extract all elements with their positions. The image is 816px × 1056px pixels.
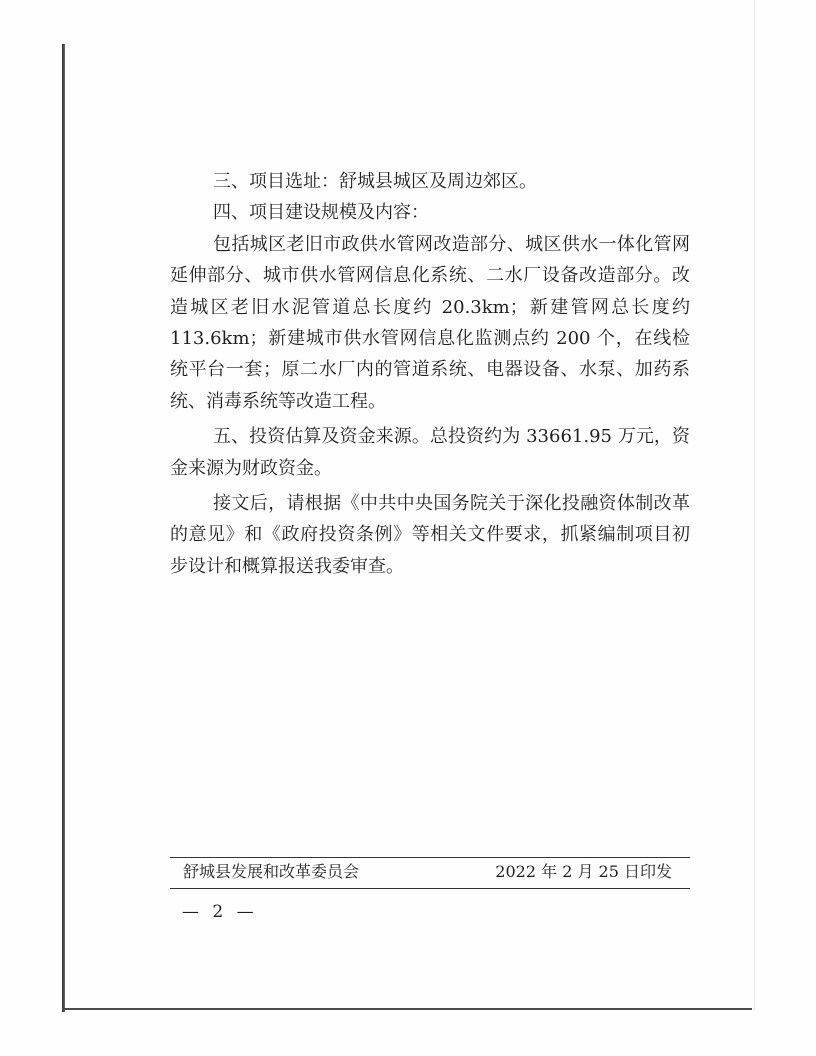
scan-edge-right xyxy=(754,0,755,1010)
text-line: 三、项目选址：舒城县城区及周边郊区。 xyxy=(213,171,537,192)
text-line: 延伸部分、城市供水管网信息化系统、二水厂设备改造部分。改 xyxy=(170,265,690,287)
text-line: 包括城区老旧市政供水管网改造部分、城区供水一体化管网 xyxy=(213,233,690,255)
paragraph-scale-content xyxy=(170,229,690,417)
text-line: 四、项目建设规模及内容： xyxy=(213,202,429,224)
paragraph-instructions xyxy=(170,488,690,582)
text-line: 113.6km；新建城市供水管网信息化监测点约 200 个，在线检 xyxy=(170,327,690,349)
text-line: 统平台一套；原二水厂内的管道系统、电器设备、水泵、加药系 xyxy=(170,359,690,381)
page-number: — 2 — xyxy=(182,902,258,922)
document-body xyxy=(170,166,690,582)
scan-edge-left xyxy=(62,44,65,1012)
text-line: 步设计和概算报送我委审查。 xyxy=(170,555,404,577)
text-line: 五、投资估算及资金来源。总投资约为 33661.95 万元，资 xyxy=(213,426,690,448)
footer-bottom-rule xyxy=(170,888,690,889)
scan-edge-bottom xyxy=(62,1008,752,1010)
text-line: 的意见》和《政府投资条例》等相关文件要求，抓紧编制项目初 xyxy=(170,524,690,546)
footer-issue-date: 2022 年 2 月 25 日印发 xyxy=(495,862,672,881)
text-line: 接文后，请根据《中共中央国务院关于深化投融资体制改革 xyxy=(213,492,690,514)
text-line: 造城区老旧水泥管道总长度约 20.3km；新建管网总长度约 xyxy=(170,296,690,318)
paragraph-scale-heading xyxy=(170,197,690,228)
text-line: 统、消毒系统等改造工程。 xyxy=(170,390,386,412)
footer-issuer: 舒城县发展和改革委员会 xyxy=(183,862,360,881)
footer-top-rule xyxy=(170,857,690,858)
paragraph-project-location xyxy=(170,166,690,197)
paragraph-investment xyxy=(170,421,690,484)
text-line: 金来源为财政资金。 xyxy=(170,457,332,479)
